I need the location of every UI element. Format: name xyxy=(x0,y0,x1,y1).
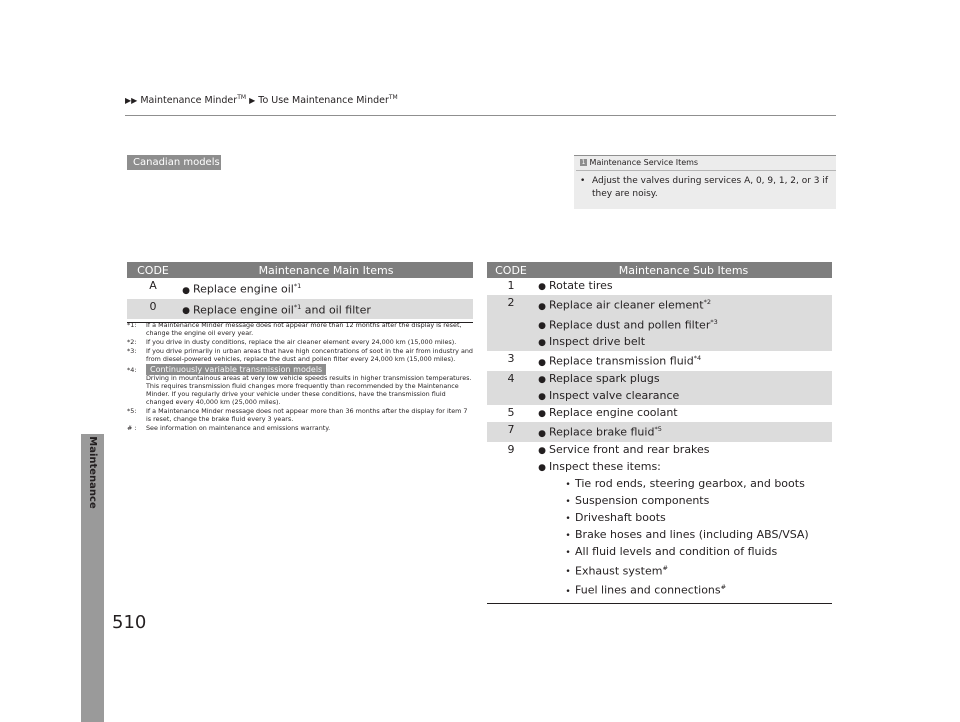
table-row xyxy=(487,422,832,442)
breadcrumb-item-2[interactable]: To Use Maintenance Minder xyxy=(258,95,389,107)
row-code: 4 xyxy=(487,371,535,405)
row-code: A xyxy=(149,279,157,292)
table-header xyxy=(127,262,473,278)
breadcrumb-item-1[interactable]: Maintenance Minder xyxy=(140,95,238,107)
footnote: *3: If you drive primarily in urban areas that have high concentrations of soot in the air from industry and from diesel-powered vehicles, replace the dust and pollen filter every 24,000 km (15,000 miles). xyxy=(127,347,473,363)
cvt-models-tag: Continuously variable transmission models xyxy=(146,364,326,375)
row-code: 1 xyxy=(507,279,515,292)
footnote: # : See information on maintenance and emissions warranty. xyxy=(127,424,331,432)
note-divider xyxy=(576,170,836,171)
trademark-mark: TM xyxy=(388,94,398,101)
row-code: 0 xyxy=(127,299,179,320)
footnote: *4: Continuously variable transmission models Driving in mountainous areas at very low vehicle speeds results in higher transmission temperatures. This requires transmission fluid changes more frequently than recommended by the Maintenance Minder. If you regularly drive your vehicle under these conditions, have the transmission fluid changed every 40,000 km (25,000 miles). xyxy=(127,365,472,406)
table-row xyxy=(487,405,832,422)
row-item: ● Replace engine oil$^{*1}$ and oil filter xyxy=(179,299,473,320)
main-items-table xyxy=(127,262,473,323)
table-row xyxy=(127,299,473,320)
row-items: ● Replace engine coolant xyxy=(538,405,678,419)
sub-items-table xyxy=(487,262,832,604)
code-header: CODE xyxy=(487,262,535,278)
table-row xyxy=(487,371,832,405)
table-bottom-rule xyxy=(487,603,832,604)
footnote: *2: If you drive in dusty conditions, replace the air cleaner element every 24,000 km (15,000 miles). xyxy=(127,338,457,346)
table-header xyxy=(487,262,832,278)
sidebar-label: Maintenance xyxy=(86,435,98,509)
table-row xyxy=(487,295,832,351)
row-item: ● Replace engine oil$^{*1}$ xyxy=(182,282,302,296)
breadcrumb xyxy=(125,94,398,106)
note-icon: 1 xyxy=(581,159,586,166)
row-items: ● Rotate tires xyxy=(538,279,613,292)
trademark-mark: TM xyxy=(237,94,247,101)
header-divider xyxy=(125,115,836,116)
double-arrow-icon: ▶▶ xyxy=(125,96,138,106)
page-number: 510 xyxy=(112,612,147,633)
items-header: Maintenance Main Items xyxy=(179,262,473,278)
row-items: ● Replace brake fluid$^{*5}$ xyxy=(535,422,832,442)
code-header: CODE xyxy=(127,262,179,278)
footnote: *5: If a Maintenance Minder message does not appear more than 36 months after the display for item 7 is reset, change the brake fluid every 3 years. xyxy=(127,407,468,423)
note-bullet: • Adjust the valves during services A, 0, 9, 1, 2, or 3 if they are noisy. xyxy=(580,176,829,199)
canadian-models-tag: Canadian models xyxy=(127,155,221,170)
table-row xyxy=(487,442,832,600)
row-items: ● Replace spark plugs ● Inspect valve clearance xyxy=(535,371,832,405)
note-title: 1 Maintenance Service Items xyxy=(581,158,699,167)
arrow-icon: ▶ xyxy=(249,96,256,106)
table-row xyxy=(487,351,832,371)
row-items: ● Replace air cleaner element$^{*2}$ ● Replace dust and pollen filter$^{*3}$ ● Inspect drive belt xyxy=(535,295,832,351)
row-code: 2 xyxy=(487,295,535,351)
footnote: *1: If a Maintenance Minder message does not appear more than 12 months after the display is reset, change the engine oil every year. xyxy=(127,321,462,337)
footnotes xyxy=(127,321,473,433)
row-items: ● Replace transmission fluid$^{*4}$ xyxy=(538,354,702,368)
row-code: 9 xyxy=(507,442,515,456)
table-row xyxy=(127,278,473,299)
table-row xyxy=(487,278,832,295)
row-code: 7 xyxy=(487,422,535,442)
row-items: ● Service front and rear brakes ● Inspect these items: • Tie rod ends, steering gearbox, and boots • Suspension components • Driveshaft boots • Brake hoses and lines (including ABS/VSA) • All fluid levels and condition of fluids • Exhaust system# • Fuel lines and connections# xyxy=(538,442,809,597)
items-header: Maintenance Sub Items xyxy=(535,262,832,278)
row-code: 3 xyxy=(507,352,515,366)
row-code: 5 xyxy=(507,405,515,419)
